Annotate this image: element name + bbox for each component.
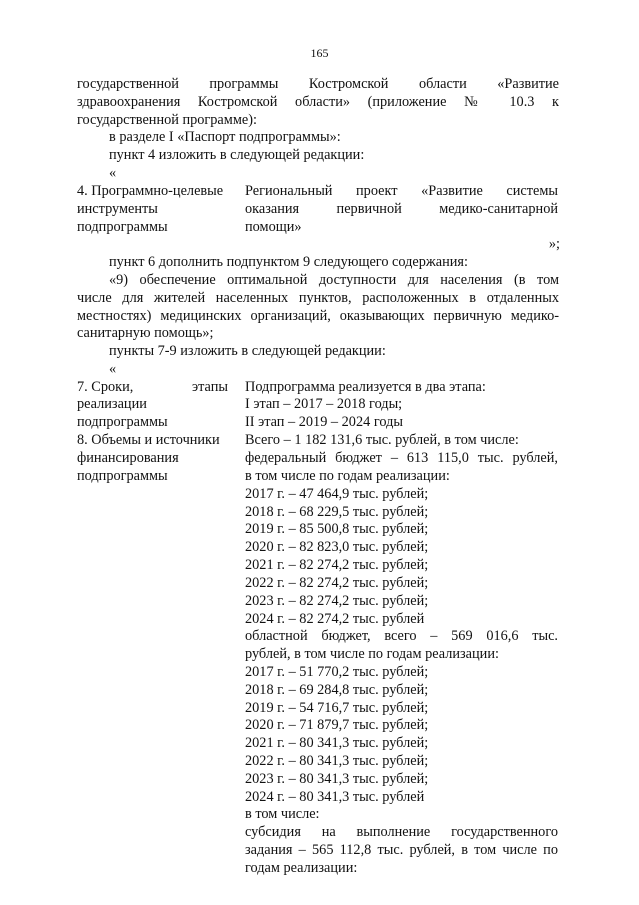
row7-value-line-1: Подпрограмма реализуется в два этапа: [245,379,486,395]
intro-line-2: здравоохранения Костромской области» (приложение № 10.3 к [77,94,559,110]
row7-label-part-a: 7. Сроки, [77,379,134,395]
row4-label-line-2: инструменты [77,201,158,217]
intro-line-3: государственной программе): [77,112,257,128]
federal-year-row: 2024 г. – 82 274,2 тыс. рублей [245,611,425,627]
item9-line-3: местностях) медицинских организаций, оказывающих первичную медико- [77,308,559,324]
row8-regional-line-2: рублей, в том числе по годам реализации: [245,646,499,662]
row4-label-line-1: 4. Программно-целевые [77,183,224,199]
instruction-section-1: в разделе I «Паспорт подпрограммы»: [109,129,341,145]
instruction-item-6: пункт 6 дополнить подпунктом 9 следующего содержания: [109,254,468,270]
item9-line-4: санитарную помощь»; [77,325,214,341]
regional-year-row: 2017 г. – 51 770,2 тыс. рублей; [245,664,429,680]
intro-line-1: государственной программы Костромской области «Развитие [77,76,559,92]
federal-year-row: 2018 г. – 68 229,5 тыс. рублей; [245,504,429,520]
row8-label-line-1: 8. Объемы и источники [77,432,220,448]
opening-quote-1: « [109,165,117,181]
opening-quote-2: « [109,361,117,377]
row7-value-line-2: I этап – 2017 – 2018 годы; [245,396,403,412]
closing-quote-1: »; [548,236,560,252]
row7-label-line-2: реализации [77,396,147,412]
regional-year-row: 2019 г. – 54 716,7 тыс. рублей; [245,700,429,716]
regional-year-row: 2024 г. – 80 341,3 тыс. рублей [245,789,425,805]
row8-label-line-3: подпрограммы [77,468,168,484]
row8-federal-line-1: федеральный бюджет – 613 115,0 тыс. рублей, [245,450,558,466]
row7-label-line-3: подпрограммы [77,414,168,430]
federal-year-row: 2022 г. – 82 274,2 тыс. рублей; [245,575,429,591]
item9-line-1: «9) обеспечение оптимальной доступности для населения (в том [109,272,559,288]
row4-label-line-3: подпрограммы [77,219,168,235]
row8-subsidy-line-2: задания – 565 112,8 тыс. рублей, в том числе по [245,842,558,858]
regional-year-row: 2023 г. – 80 341,3 тыс. рублей; [245,771,429,787]
row4-value-line-3: помощи» [245,219,302,235]
federal-year-row: 2019 г. – 85 500,8 тыс. рублей; [245,521,429,537]
regional-year-row: 2022 г. – 80 341,3 тыс. рублей; [245,753,429,769]
row7-value-line-3: II этап – 2019 – 2024 годы [245,414,403,430]
row8-including: в том числе: [245,806,320,822]
instruction-items-7-9: пункты 7-9 изложить в следующей редакции: [109,343,386,359]
row8-subsidy-line-1: субсидия на выполнение государственного [245,824,558,840]
row8-regional-line-1: областной бюджет, всего – 569 016,6 тыс. [245,628,558,644]
row8-subsidy-line-3: годам реализации: [245,860,358,876]
federal-year-row: 2017 г. – 47 464,9 тыс. рублей; [245,486,429,502]
federal-year-row: 2023 г. – 82 274,2 тыс. рублей; [245,593,429,609]
regional-year-row: 2018 г. – 69 284,8 тыс. рублей; [245,682,429,698]
row8-federal-line-2: в том числе по годам реализации: [245,468,450,484]
row4-value-line-2: оказания первичной медико-санитарной [245,201,558,217]
item9-line-2: числе для жителей населенных пунктов, расположенных в отдаленных [77,290,559,306]
row7-label-part-b: этапы [192,379,228,395]
row8-total: Всего – 1 182 131,6 тыс. рублей, в том числе: [245,432,519,448]
regional-year-row: 2020 г. – 71 879,7 тыс. рублей; [245,717,429,733]
row4-value-line-1: Региональный проект «Развитие системы [245,183,558,199]
row8-label-line-2: финансирования [77,450,179,466]
federal-year-row: 2021 г. – 82 274,2 тыс. рублей; [245,557,429,573]
page-number: 165 [310,46,329,60]
instruction-item-4: пункт 4 изложить в следующей редакции: [109,147,365,163]
federal-year-row: 2020 г. – 82 823,0 тыс. рублей; [245,539,429,555]
regional-year-row: 2021 г. – 80 341,3 тыс. рублей; [245,735,429,751]
